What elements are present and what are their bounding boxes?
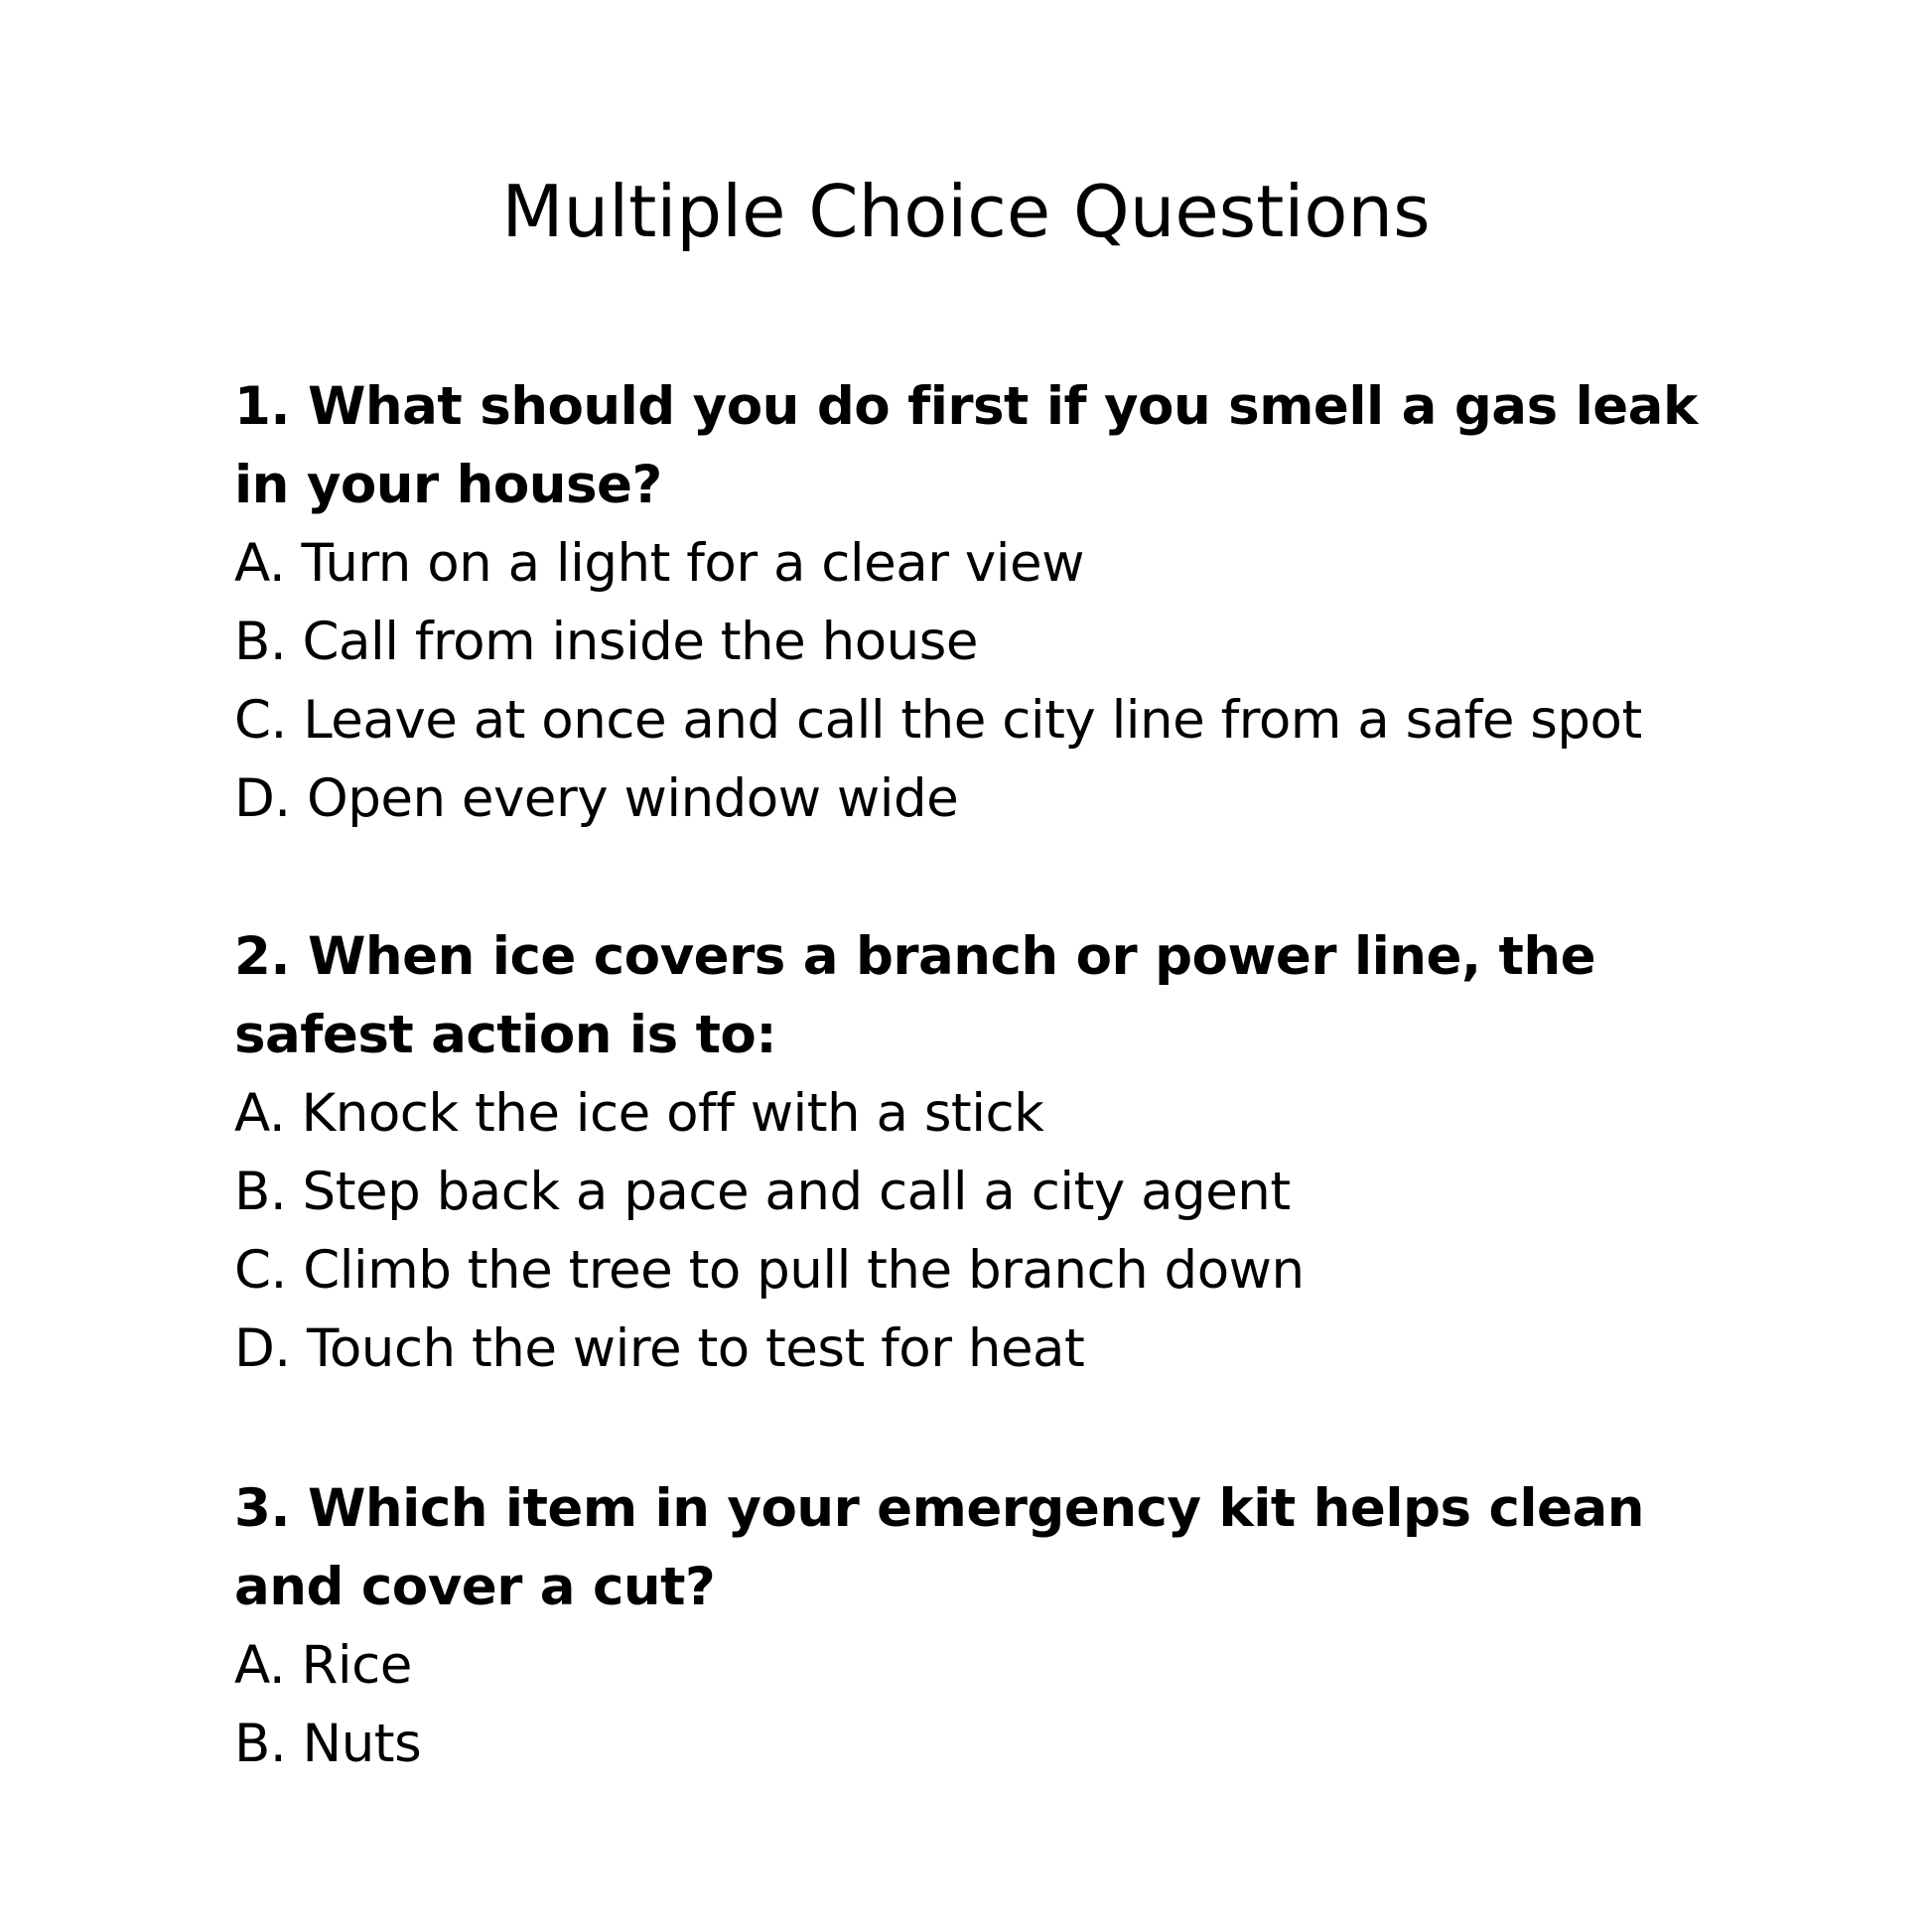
question-1-option-b: B. Call from inside the house xyxy=(234,612,978,672)
question-1-option-a: A. Turn on a light for a clear view xyxy=(234,533,1084,594)
question-3 xyxy=(234,1469,1763,1783)
question-2-text: 2. When ice covers a branch or power line, the safest action is to: xyxy=(234,926,1596,1065)
question-1-options xyxy=(234,524,1763,838)
question-2 xyxy=(234,917,1763,1388)
question-1-option-c: C. Leave at once and call the city line from a safe spot xyxy=(234,690,1642,751)
question-3-option-b: B. Nuts xyxy=(234,1714,422,1774)
question-3-option-a: A. Rice xyxy=(234,1635,412,1696)
question-1 xyxy=(234,367,1763,838)
question-2-option-d: D. Touch the wire to test for heat xyxy=(234,1318,1085,1379)
page-title: Multiple Choice Questions xyxy=(501,170,1431,253)
question-2-option-b: B. Step back a pace and call a city agent xyxy=(234,1162,1291,1222)
question-2-option-a: A. Knock the ice off with a stick xyxy=(234,1083,1044,1144)
question-3-options xyxy=(234,1626,1763,1783)
question-2-option-c: C. Climb the tree to pull the branch down xyxy=(234,1240,1305,1301)
question-2-options xyxy=(234,1074,1763,1388)
question-1-option-d: D. Open every window wide xyxy=(234,768,959,829)
question-3-text: 3. Which item in your emergency kit helps clean and cover a cut? xyxy=(234,1478,1644,1617)
question-1-text: 1. What should you do first if you smell a gas leak in your house? xyxy=(234,376,1698,515)
